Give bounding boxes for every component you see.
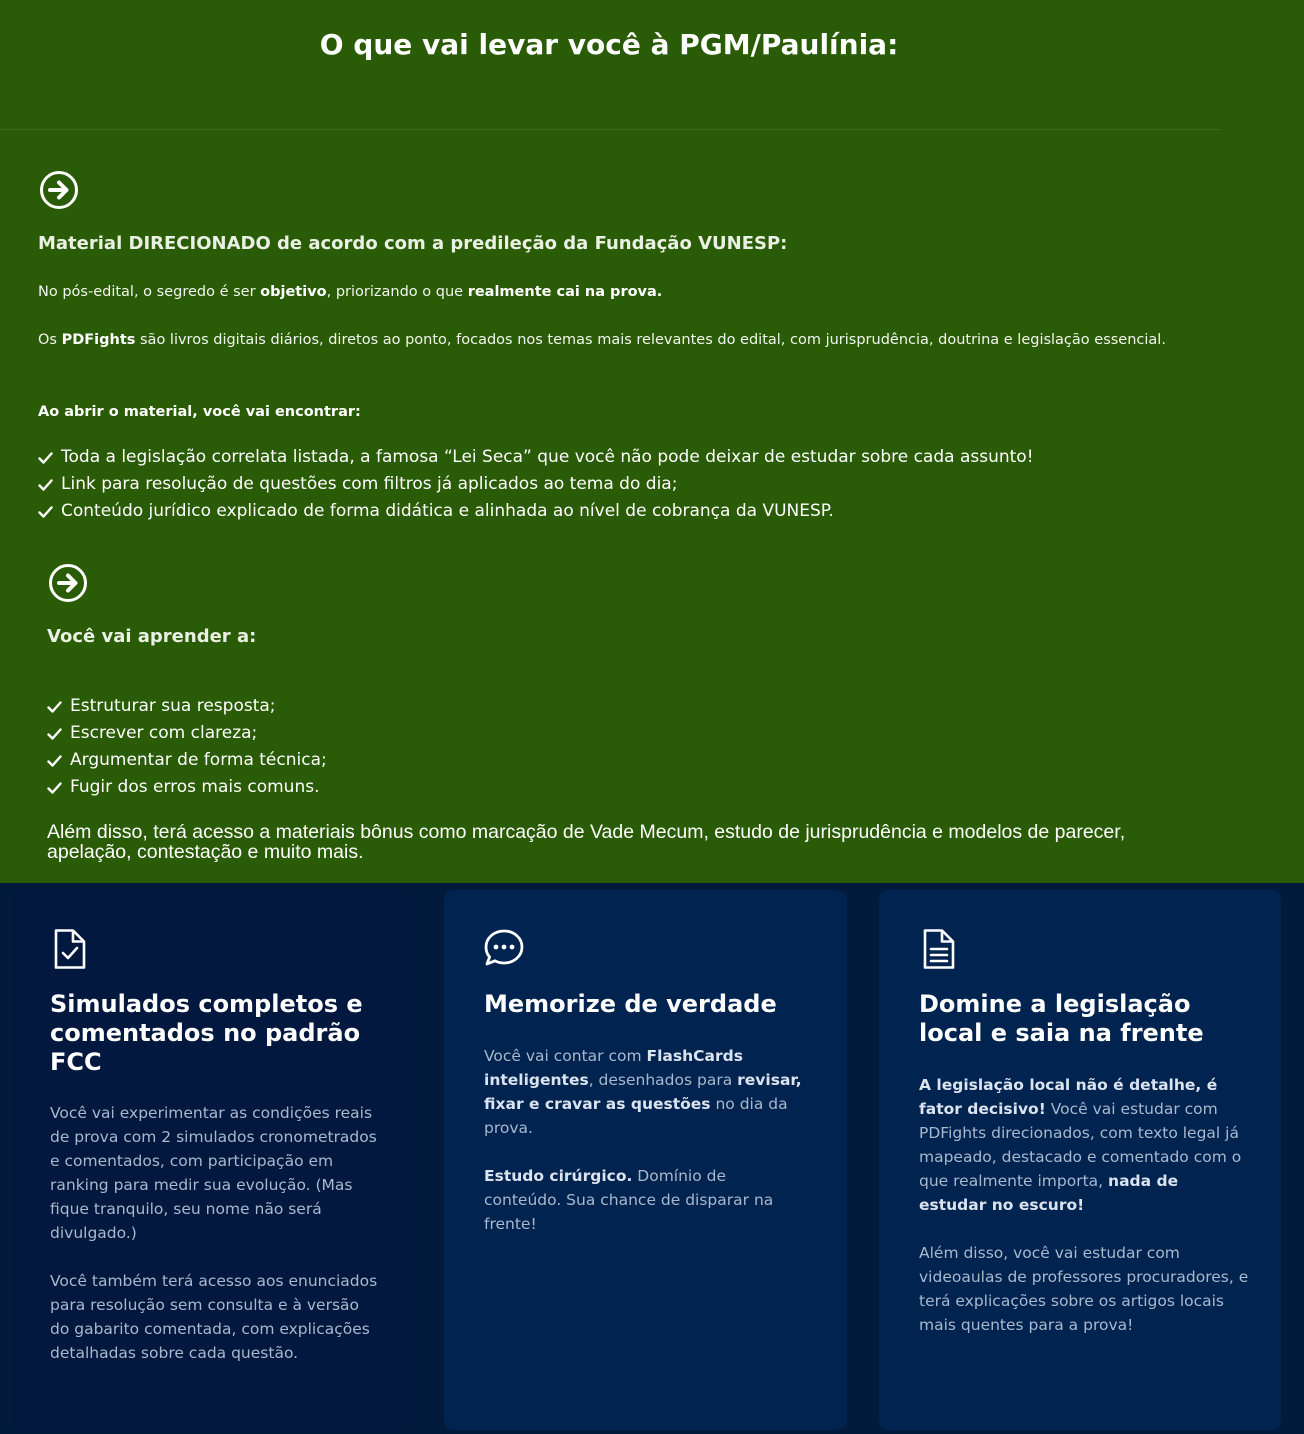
list-item: Fugir dos erros mais comuns. (47, 774, 327, 801)
card-flashcards (444, 890, 847, 1430)
card-simulados (10, 890, 412, 1430)
card-text: Você vai contar com FlashCards inteligentes, desenhados para revisar, fixar e cravar as questões no dia da prova. (484, 1047, 802, 1137)
card-text: Você vai experimentar as condições reais de prova com 2 simulados cronometrados e comentados, com participação em ranking para medir sua evolução. (Mas fique tranquilo, seu nome não será divulgado.) (50, 1104, 377, 1242)
card-text: Além disso, você vai estudar com videoaulas de professores procuradores, e terá explicações sobre os artigos locais mais quentes para a prova! (919, 1244, 1249, 1334)
check-icon (47, 701, 62, 713)
list-item: Argumentar de forma técnica; (47, 747, 327, 774)
list-item: Estruturar sua resposta; (47, 693, 327, 720)
section2-checklist (47, 693, 327, 801)
page-title: O que vai levar você à PGM/Paulínia: (319, 28, 899, 61)
chat-bubble-icon (483, 928, 525, 968)
check-icon (38, 452, 53, 464)
divider (0, 129, 1221, 130)
check-icon (47, 728, 62, 740)
card-text: Você também terá acesso aos enunciados para resolução sem consulta e à versão do gabarito comentada, com explicações detalhadas sobre cada questão. (50, 1272, 378, 1362)
document-icon (921, 928, 957, 970)
bonus-text: Além disso, terá acesso a materiais bônus como marcação de Vade Mecum, estudo de jurisprudência e modelos de parecer, apelação, contestação e muito mais. (47, 821, 1126, 863)
card-title: Domine a legislação local e saia na frente (919, 990, 1204, 1047)
section1-paragraph-1: No pós-edital, o segredo é ser objetivo, priorizando o que realmente cai na prova. (38, 284, 663, 300)
list-item: Toda a legislação correlata listada, a famosa “Lei Seca” que você não pode deixar de estudar sobre cada assunto! (38, 444, 1034, 471)
card-text: Estudo cirúrgico. Domínio de conteúdo. Sua chance de disparar na frente! (484, 1167, 774, 1233)
check-icon (47, 755, 62, 767)
section1-paragraph-3: Ao abrir o material, você vai encontrar: (38, 404, 361, 420)
card-text: A legislação local não é detalhe, é fator decisivo! Você vai estudar com PDFights direcionados, com texto legal já mapeado, destacado e comentado com o que realmente importa, nada de estudar no escuro! (919, 1076, 1242, 1214)
list-item: Escrever com clareza; (47, 720, 327, 747)
section1-checklist (38, 444, 1034, 525)
arrow-circle-right-icon (39, 170, 79, 210)
section2-heading: Você vai aprender a: (47, 626, 257, 647)
arrow-circle-right-icon (48, 563, 88, 603)
check-icon (38, 479, 53, 491)
list-item: Conteúdo jurídico explicado de forma didática e alinhada ao nível de cobrança da VUNESP. (38, 498, 1034, 525)
list-item: Link para resolução de questões com filtros já aplicados ao tema do dia; (38, 471, 1034, 498)
card-title: Simulados completos e comentados no padrão FCC (50, 990, 363, 1076)
check-icon (38, 506, 53, 518)
section1-paragraph-2: Os PDFights são livros digitais diários, diretos ao ponto, focados nos temas mais relevantes do edital, com jurisprudência, doutrina e legislação essencial. (38, 332, 1166, 348)
check-icon (47, 782, 62, 794)
section1-heading: Material DIRECIONADO de acordo com a predileção da Fundação VUNESP: (38, 233, 788, 254)
card-legislacao (879, 890, 1281, 1430)
file-check-icon (52, 928, 88, 970)
card-title: Memorize de verdade (484, 990, 777, 1018)
